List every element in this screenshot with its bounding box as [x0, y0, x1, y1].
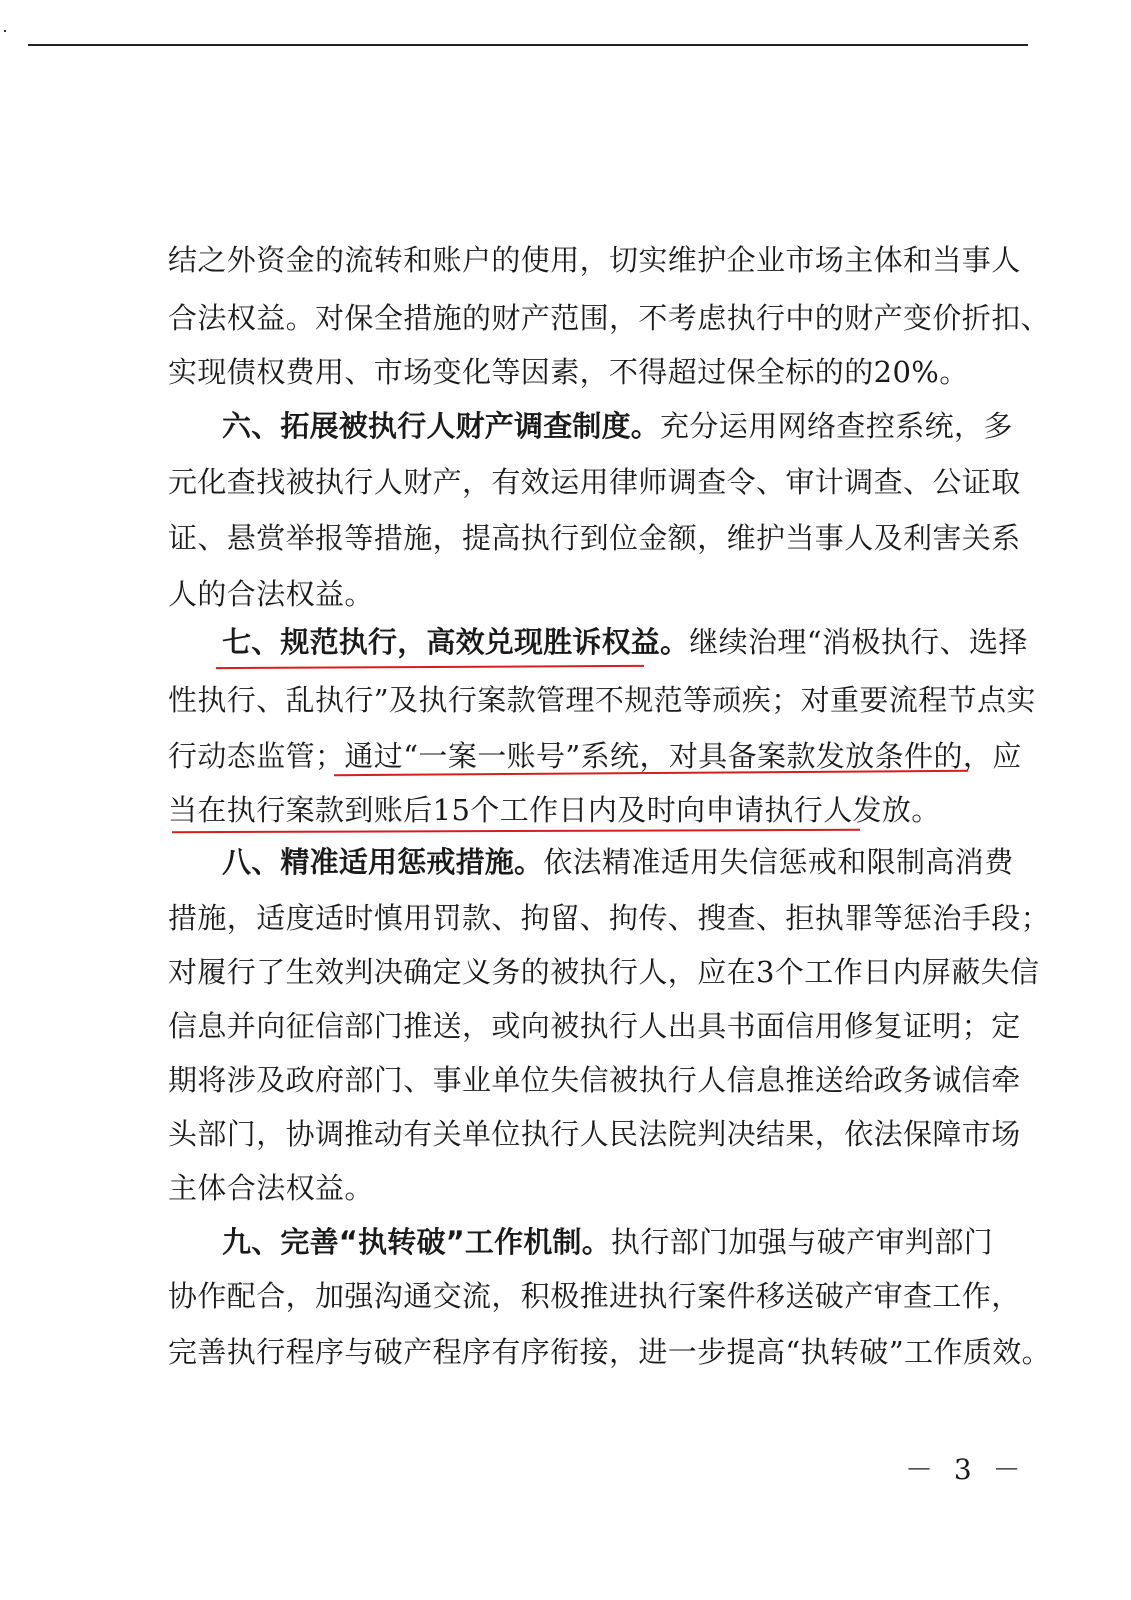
paragraph-line: 期将涉及政府部门、事业单位失信被执行人信息推送给政务诚信牵 [168, 1063, 1021, 1097]
section-9-heading: 九、完善“执转破”工作机制。 [222, 1225, 611, 1259]
paragraph-line: 行动态监管；通过“一案一账号”系统，对具备案款发放条件的，应 [168, 739, 1022, 773]
section-9-text: 执行部门加强与破产审判部门 [610, 1225, 994, 1259]
section-8-heading: 八、精准适用惩戒措施。 [222, 845, 544, 879]
paragraph-line: 性执行、乱执行”及执行案款管理不规范等顽疾；对重要流程节点实 [168, 683, 1036, 717]
paragraph-line: 结之外资金的流转和账户的使用，切实维护企业市场主体和当事人 [168, 243, 1021, 277]
paragraph-line: 实现债权费用、市场变化等因素，不得超过保全标的的20%。 [168, 355, 969, 389]
paragraph-line: 头部门，协调推动有关单位执行人民法院判决结果，依法保障市场 [168, 1117, 1021, 1151]
section-7-text: 继续治理“消极执行、选择 [689, 625, 1028, 659]
section-6-text: 充分运用网络查控系统，多 [660, 409, 1013, 443]
header-rule [28, 44, 1028, 46]
paragraph-line: 主体合法权益。 [168, 1171, 374, 1205]
paragraph-line: 合法权益。对保全措施的财产范围，不考虑执行中的财产变价折扣、 [168, 301, 1051, 335]
section-7-first-line [222, 622, 1028, 662]
section-6-heading: 六、拓展被执行人财产调查制度。 [222, 409, 661, 443]
section-9-first-line [222, 1222, 1022, 1262]
paragraph-line: 当在执行案款到账后15个工作日内及时向申请执行人发放。 [168, 793, 941, 827]
scan-speck [4, 30, 6, 32]
section-7-heading: 七、规范执行，高效兑现胜诉权益。 [222, 625, 690, 659]
section-8-first-line [222, 842, 1022, 882]
paragraph-line: 完善执行程序与破产程序有序衔接，进一步提高“执转破”工作质效。 [168, 1335, 1052, 1369]
paragraph-line: 措施，适度适时慎用罚款、拘留、拘传、搜查、拒执罪等惩治手段； [168, 901, 1051, 935]
red-underline-heading-7 [216, 665, 644, 669]
paragraph-line: 人的合法权益。 [168, 577, 374, 611]
section-6-first-line [222, 406, 1022, 446]
paragraph-line: 证、悬赏举报等措施，提高执行到位金额，维护当事人及利害关系 [168, 521, 1021, 555]
paragraph-line: 元化查找被执行人财产，有效运用律师调查令、审计调查、公证取 [168, 465, 1021, 499]
paragraph-line: 信息并向征信部门推送，或向被执行人出具书面信用修复证明；定 [168, 1009, 1021, 1043]
section-8-text: 依法精准适用失信惩戒和限制高消费 [543, 845, 1014, 879]
paragraph-line: 对履行了生效判决确定义务的被执行人，应在3个工作日内屏蔽失信 [168, 955, 1040, 989]
page-number: － 3 － [905, 1453, 1027, 1486]
paragraph-line: 协作配合，加强沟通交流，积极推进执行案件移送破产审查工作， [168, 1279, 1021, 1313]
